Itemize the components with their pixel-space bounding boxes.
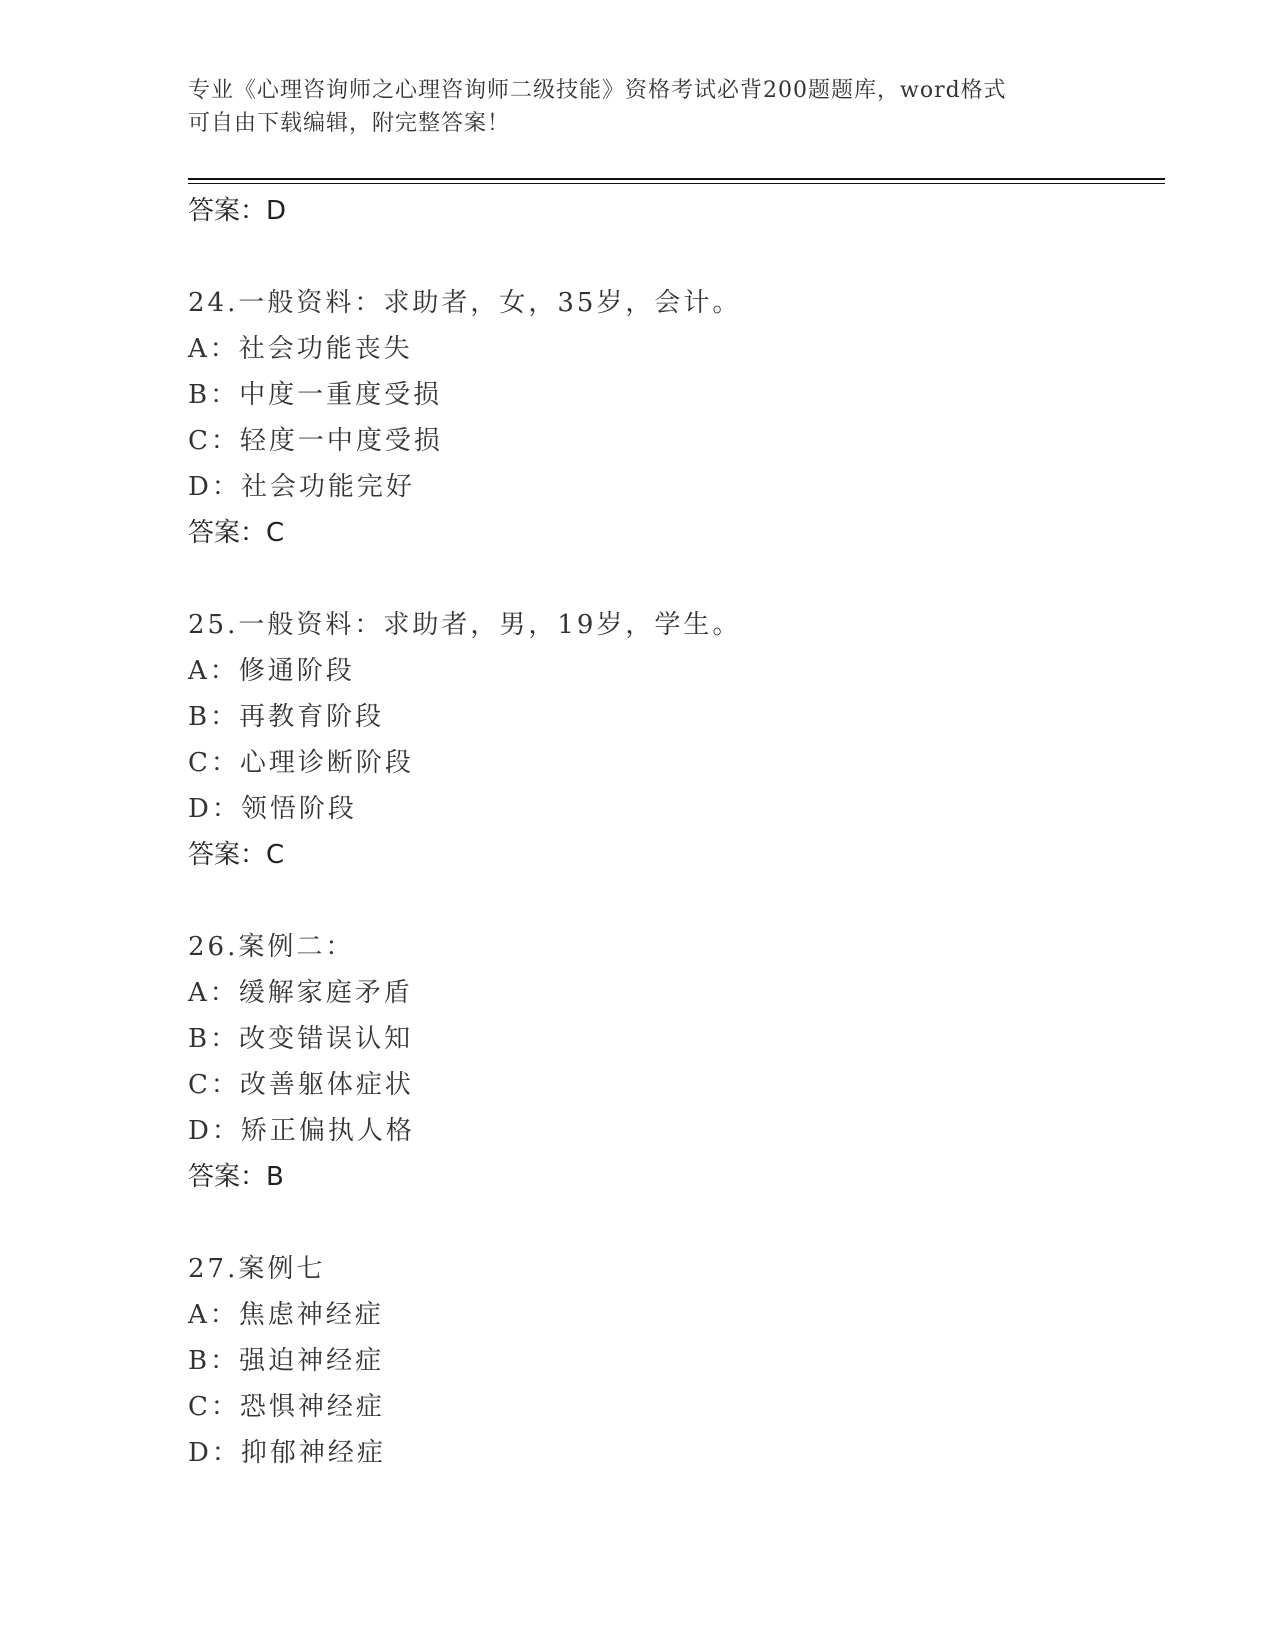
question-option: D：矫正偏执人格 [188, 1116, 415, 1146]
document-header [188, 74, 1088, 140]
question-option: B：再教育阶段 [188, 702, 385, 732]
question-title: 25.一般资料：求助者，男，19岁，学生。 [188, 610, 742, 640]
question-block [188, 602, 1165, 878]
question-block [188, 280, 1165, 556]
header-title-line-1: 专业《心理咨询师之心理咨询师二级技能》资格考试必背200题题库，word格式 [188, 78, 1007, 103]
question-option: C：恐惧神经症 [188, 1392, 385, 1422]
header-divider-thick [188, 178, 1165, 180]
question-option: B：强迫神经症 [188, 1346, 385, 1376]
question-option: D：社会功能完好 [188, 472, 415, 502]
question-title: 24.一般资料：求助者，女，35岁，会计。 [188, 288, 742, 318]
header-divider-thin [188, 183, 1165, 184]
question-option: A：修通阶段 [188, 656, 355, 686]
question-option: C：轻度一中度受损 [188, 426, 443, 456]
question-block [188, 924, 1165, 1200]
question-option: C：心理诊断阶段 [188, 748, 414, 778]
question-option: A：缓解家庭矛盾 [188, 978, 413, 1008]
header-title-line-2: 可自由下载编辑，附完整答案！ [188, 111, 511, 136]
question-title: 26.案例二： [188, 932, 355, 962]
question-block [188, 1246, 1165, 1476]
question-list [188, 188, 1165, 1522]
previous-question-answer: 答案：D [188, 196, 287, 226]
question-option: B：改变错误认知 [188, 1024, 414, 1054]
question-option: D：领悟阶段 [188, 794, 357, 824]
question-option: A：社会功能丧失 [188, 334, 413, 364]
question-answer: 答案：C [188, 518, 285, 548]
question-answer: 答案：C [188, 840, 285, 870]
question-option: D：抑郁神经症 [188, 1438, 386, 1468]
question-option: C：改善躯体症状 [188, 1070, 414, 1100]
question-option: A：焦虑神经症 [188, 1300, 384, 1330]
question-option: B：中度一重度受损 [188, 380, 443, 410]
question-answer: 答案：B [188, 1162, 284, 1192]
question-title: 27.案例七 [188, 1254, 326, 1284]
